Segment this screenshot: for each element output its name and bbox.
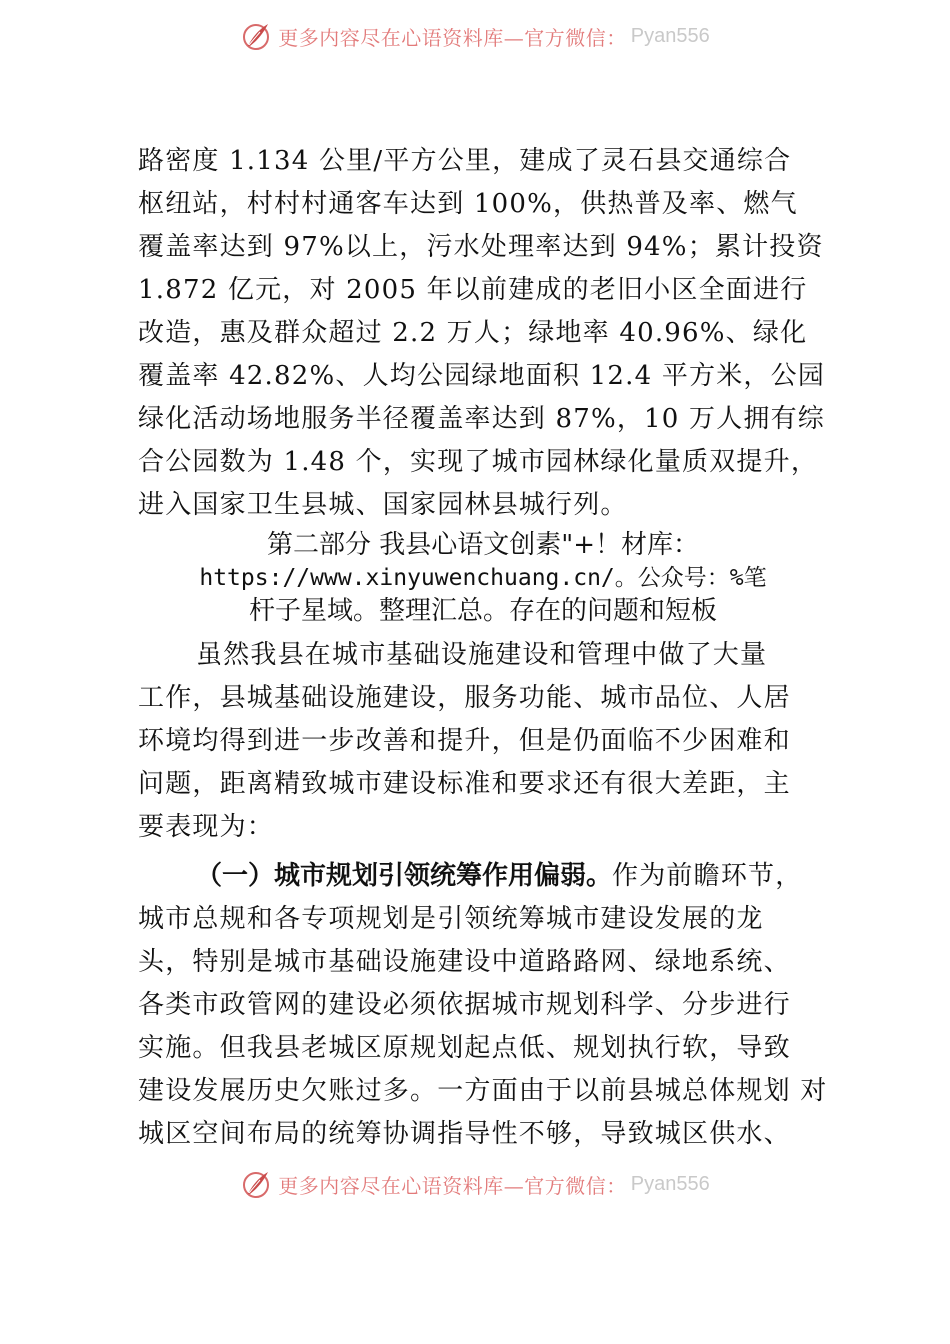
feather-pen-logo-icon (240, 20, 272, 52)
paragraph-infrastructure-results (138, 140, 828, 527)
heading-line: 杆子星域。整理汇总。存在的问题和短板 (248, 596, 717, 626)
text-line: 覆盖率达到 97%以上，污水处理率达到 94%；累计投资 (138, 232, 824, 262)
text-line (138, 855, 828, 898)
section-heading (138, 529, 828, 628)
text-line: 建设发展历史欠账过多。一方面由于以前县城总体规划 对 (138, 1076, 828, 1106)
text-line: 路密度 1.134 公里/平方公里，建成了灵石县交通综合 (138, 146, 792, 176)
bottom-watermark-banner (0, 1164, 950, 1204)
text-line: 工作，县城基础设施建设，服务功能、城市品位、人居 (138, 683, 791, 713)
top-watermark-banner (0, 16, 950, 56)
paragraph-planning-weakness (138, 855, 828, 1156)
watermark-text: 更多内容尽在心语资料库—官方微信： (278, 25, 627, 50)
text-line: 进入国家卫生县城、国家园林县城行列。 (138, 490, 628, 520)
text-line: 合公园数为 1.48 个，实现了城市园林绿化量质双提升， (138, 447, 819, 477)
heading-line: 第二部分 我县心语文创素"+！材库： (266, 530, 699, 560)
watermark-text: 更多内容尽在心语资料库—官方微信： (278, 1173, 627, 1198)
text-line: 覆盖率 42.82%、人均公园绿地面积 12.4 平方米，公园 (138, 361, 826, 391)
watermark-wechat-id: Pyan556 (630, 24, 710, 47)
subsection-title: （一）城市规划引领统筹作用偏弱。 (196, 861, 613, 891)
text-line: 各类市政管网的建设必须依据城市规划科学、分步进行 (138, 990, 791, 1020)
watermark-wechat-id: Pyan556 (630, 1172, 710, 1195)
text-line: 头，特别是城市基础设施建设中道路路网、绿地系统、 (138, 947, 791, 977)
text-line: 实施。但我县老城区原规划起点低、规划执行软，导致 (138, 1033, 791, 1063)
text-line: 要表现为： (138, 812, 275, 842)
text-line: 城区空间布局的统筹协调指导性不够，导致城区供水、 (138, 1119, 791, 1149)
text-line: 虽然我县在城市基础设施建设和管理中做了大量 (196, 640, 768, 670)
text-line-rest: 作为前瞻环节， (612, 861, 803, 891)
text-line: 绿化活动场地服务半径覆盖率达到 87%，10 万人拥有综 (138, 404, 826, 434)
text-line: 城市总规和各专项规划是引领统筹城市建设发展的龙 (138, 904, 764, 934)
text-line: 1.872 亿元，对 2005 年以前建成的老旧小区全面进行 (138, 275, 808, 305)
text-line: 枢纽站，村村村通客车达到 100%，供热普及率、燃气 (138, 189, 798, 219)
text-line: 环境均得到进一步改善和提升，但是仍面临不少困难和 (138, 726, 791, 756)
heading-line-url: https://www.xinyuwenchuang.cn/。公众号：%笔 (199, 565, 767, 591)
feather-pen-logo-icon (240, 1168, 272, 1200)
text-line: 问题，距离精致城市建设标准和要求还有很大差距，主 (138, 769, 791, 799)
paragraph-problems-intro (138, 634, 828, 849)
text-line: 改造，惠及群众超过 2.2 万人；绿地率 40.96%、绿化 (138, 318, 808, 348)
document-body (138, 140, 828, 1156)
